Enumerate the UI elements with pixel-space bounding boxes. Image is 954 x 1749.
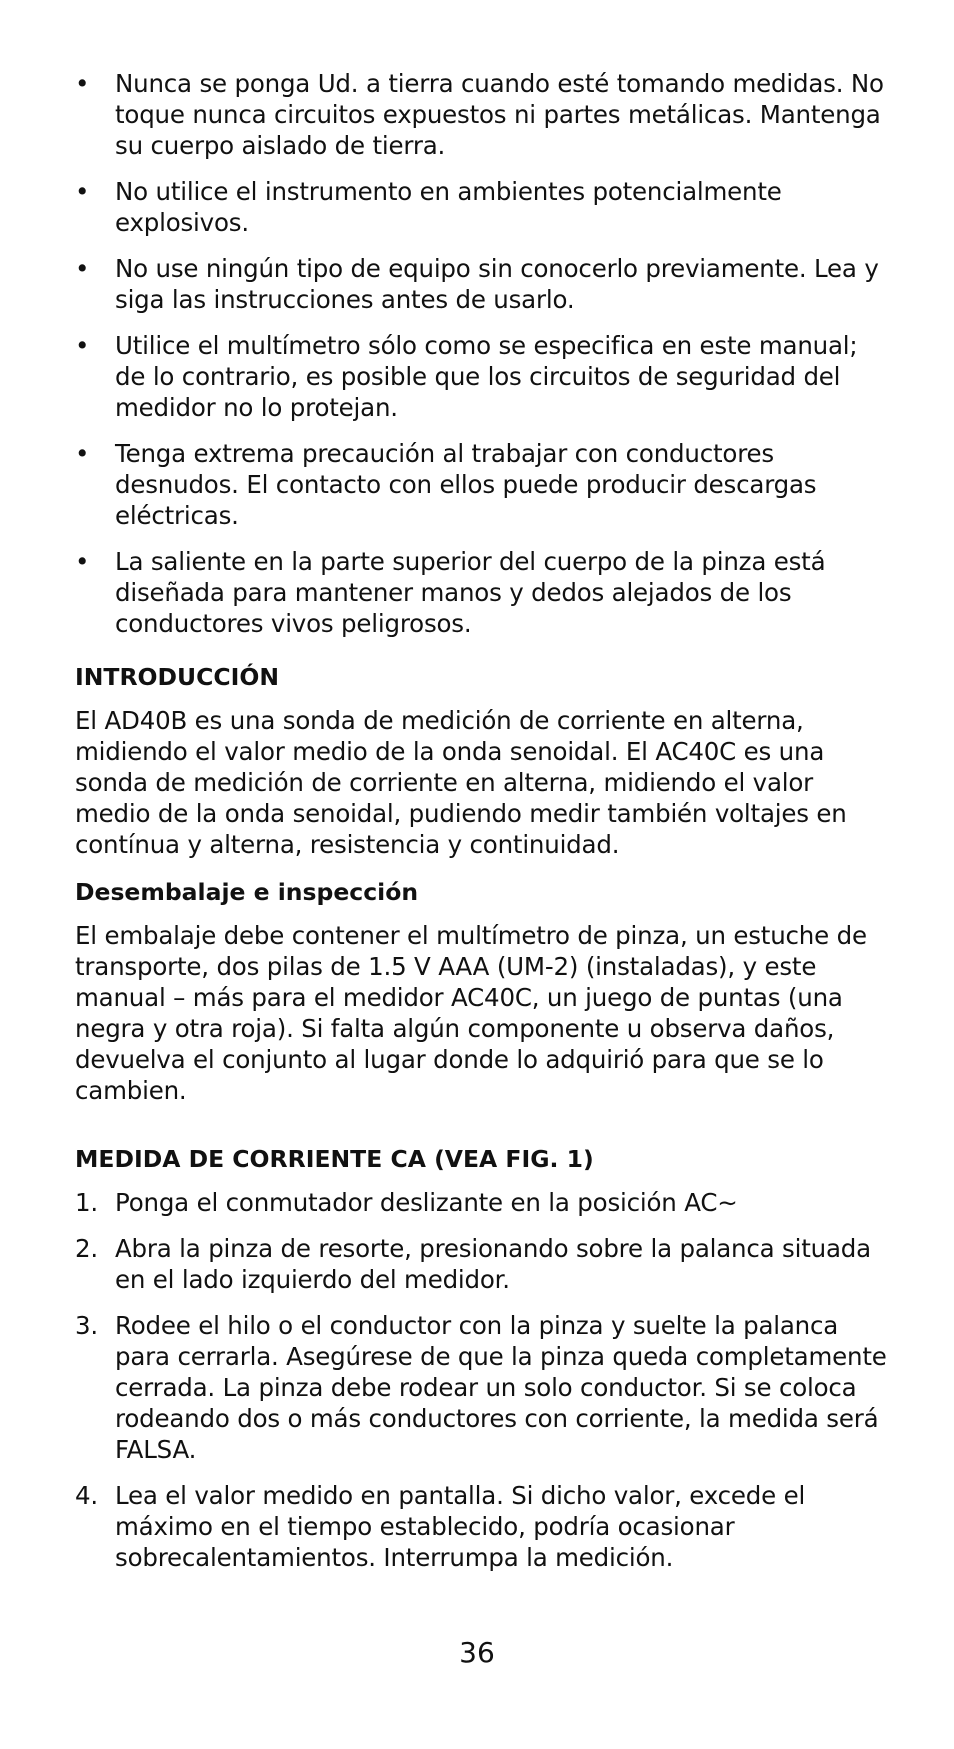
list-item [75,1480,895,1573]
bullet-marker: • [75,439,90,468]
list-item [75,438,895,531]
bullet-marker: • [75,547,90,576]
unpacking-paragraph: El embalaje debe contener el multímetro de pinza, un estuche de transporte, dos pilas de 1.5 V AAA (UM-2) (instaladas), y este manual – más para el medidor AC40C, un juego de puntas (una negra y otra roja). Si falta algún componente u observa daños, devuelva el conjunto al lugar donde lo adquirió para que se lo cambien. [75,921,867,1105]
list-item [75,1233,895,1295]
step-text: Lea el valor medido en pantalla. Si dicho valor, excede el máximo en el tiempo establecido, podría ocasionar sobrecalentamientos. Interrumpa la medición. [115,1481,806,1572]
step-text: Rodee el hilo o el conductor con la pinza y suelte la palanca para cerrarla. Asegúrese de que la pinza queda completamente cerrada. La pinza debe rodear un solo conductor. Si se coloca rodeando dos o más conductores con corriente, la medida será FALSA. [115,1311,887,1464]
bullet-text: Utilice el multímetro sólo como se especifica en este manual; de lo contrario, es posible que los circuitos de seguridad del medidor no lo protejan. [115,331,858,422]
step-text: Abra la pinza de resorte, presionando sobre la palanca situada en el lado izquierdo del medidor. [115,1234,871,1294]
step-text: Ponga el conmutador deslizante en la posición AC∼ [115,1188,738,1217]
list-item [75,68,895,161]
step-number: 2. [75,1234,98,1263]
document-page [75,68,895,1588]
bullet-text: Tenga extrema precaución al trabajar con conductores desnudos. El contacto con ellos puede producir descargas eléctricas. [115,439,817,530]
bullet-marker: • [75,254,90,283]
step-number: 4. [75,1481,98,1510]
bullet-marker: • [75,177,90,206]
intro-heading: INTRODUCCIÓN [75,663,279,691]
list-item [75,253,895,315]
list-item [75,330,895,423]
list-item [75,1310,895,1465]
list-item [75,546,895,639]
ac-current-heading: MEDIDA DE CORRIENTE CA (VEA FIG. 1) [75,1145,594,1173]
step-number: 1. [75,1188,98,1217]
intro-paragraph: El AD40B es una sonda de medición de corriente en alterna, midiendo el valor medio de la onda senoidal. El AC40C es una sonda de medición de corriente en alterna, midiendo el valor medio de la onda senoidal, pudiendo medir también voltajes en contínua y alterna, resistencia y continuidad. [75,706,847,859]
bullet-marker: • [75,331,90,360]
bullet-text: La saliente en la parte superior del cuerpo de la pinza está diseñada para mantener manos y dedos alejados de los conductores vivos peligrosos. [115,547,826,638]
unpacking-heading: Desembalaje e inspección [75,878,419,906]
ac-current-steps [75,1187,895,1573]
list-item [75,176,895,238]
page-number: 36 [459,1636,495,1669]
bullet-text: Nunca se ponga Ud. a tierra cuando esté tomando medidas. No toque nunca circuitos expuestos ni partes metálicas. Mantenga su cuerpo aislado de tierra. [115,69,884,160]
bullet-text: No use ningún tipo de equipo sin conocerlo previamente. Lea y siga las instrucciones antes de usarlo. [115,254,879,314]
list-item [75,1187,895,1218]
safety-bullet-list [75,68,895,639]
bullet-text: No utilice el instrumento en ambientes potencialmente explosivos. [115,177,782,237]
bullet-marker: • [75,69,90,98]
step-number: 3. [75,1311,98,1340]
